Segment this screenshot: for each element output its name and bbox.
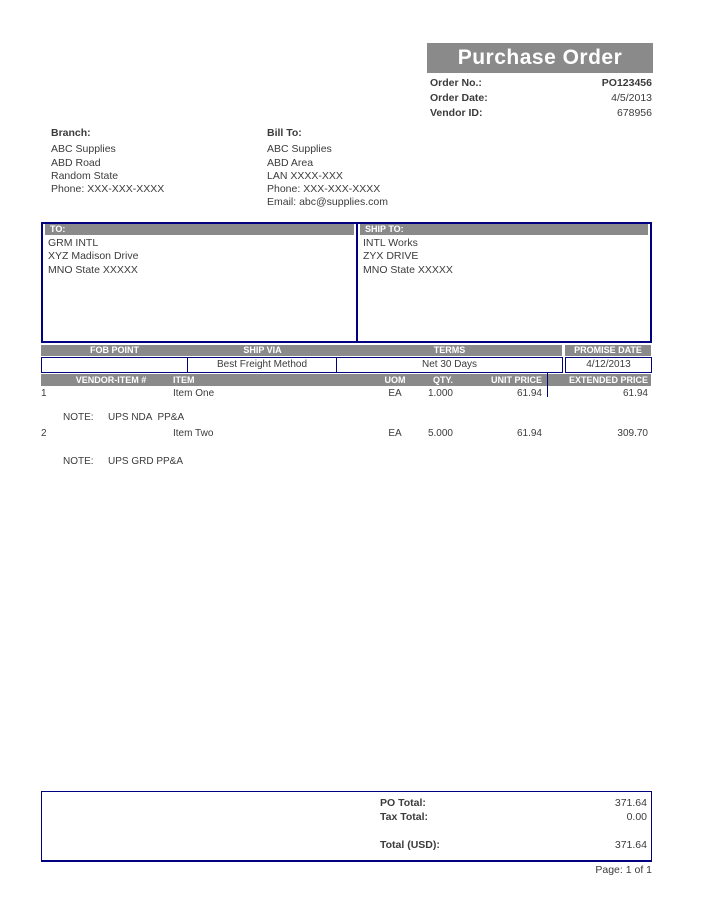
col-header-qty: QTY. [432,375,453,385]
row-item-name: Item Two [173,428,214,439]
order-no-label: Order No.: [430,77,482,89]
row-uom: EA [388,388,402,399]
po-total-value: 371.64 [614,797,647,809]
grand-total-value: 371.64 [614,839,647,851]
row-uom: EA [388,428,402,439]
row-note-label: NOTE: [63,412,94,423]
row-note-label: NOTE: [63,456,94,467]
promise-date-value: 4/12/2013 [565,357,652,373]
to-line: GRM INTL [48,237,99,249]
ship-to-header-label: SHIP TO: [365,224,404,234]
col-header-vendor-item: VENDOR-ITEM # [75,375,147,385]
row-note-text: UPS NDA PP&A [108,412,185,423]
row-extended-price: 309.70 [617,428,648,439]
grand-total-label: Total (USD): [380,839,440,851]
ship-via-header: SHIP VIA [243,345,282,355]
page-number: Page: 1 of 1 [595,864,652,876]
to-ship-to-divider [356,222,358,343]
bill-to-line: Phone: XXX-XXX-XXXX [267,183,381,196]
row-line-number: 1 [41,388,47,399]
branch-label: Branch: [51,127,91,139]
bill-to-line: LAN XXXX-XXX [267,169,343,182]
col-header-uom: UOM [384,375,406,385]
order-date-value: 4/5/2013 [611,92,652,104]
ship-via-value: Best Freight Method [187,357,337,373]
fob-point-value [41,357,188,373]
ship-to-line: INTL Works [363,237,418,249]
bill-to-line: Email: abc@supplies.com [267,196,388,209]
branch-block [51,127,251,196]
col-header-item: ITEM [173,375,195,385]
row-unit-price: 61.94 [516,388,542,399]
vendor-id-label: Vendor ID: [430,107,483,119]
col-header-unit-price: UNIT PRICE [490,375,542,385]
col-header-extended-price: EXTENDED PRICE [568,375,648,385]
promise-date-header: PROMISE DATE [574,345,642,355]
branch-line: ABD Road [51,156,101,169]
bill-to-line: ABC Supplies [267,143,332,156]
order-date-label: Order Date: [430,92,488,104]
ship-to-address [363,237,633,277]
bill-to-block [267,127,477,210]
branch-line: ABC Supplies [51,143,116,156]
unit-extended-divider [547,372,548,397]
fob-point-header: FOB POINT [90,345,139,355]
row-line-number: 2 [41,428,47,439]
to-header-label: TO: [50,224,66,234]
tax-total-label: Tax Total: [380,811,429,823]
branch-line: Phone: XXX-XXX-XXXX [51,183,165,196]
branch-line: Random State [51,169,119,182]
row-note-text: UPS GRD PP&A [108,456,184,467]
to-line: MNO State XXXXX [48,263,138,276]
terms-value: Net 30 Days [336,357,563,373]
ship-to-header-bar [360,224,648,235]
row-unit-price: 61.94 [516,428,542,439]
to-header-bar [45,224,354,235]
po-total-label: PO Total: [380,797,426,809]
to-address [48,237,338,277]
row-item-name: Item One [173,388,215,399]
vendor-id-value: 678956 [616,107,652,119]
tax-total-value: 0.00 [626,811,647,823]
page-title: Purchase Order [457,46,623,69]
order-no-value: PO123456 [601,77,652,89]
document-title-banner [427,43,653,73]
terms-header: TERMS [433,345,466,355]
ship-to-line: MNO State XXXXX [363,263,453,276]
ship-to-line: ZYX DRIVE [363,250,419,263]
to-line: XYZ Madison Drive [48,250,139,263]
row-qty: 5.000 [427,428,453,439]
bill-to-line: ABD Area [267,156,314,169]
row-extended-price: 61.94 [622,388,648,399]
bill-to-label: Bill To: [267,127,302,139]
row-qty: 1.000 [427,388,453,399]
